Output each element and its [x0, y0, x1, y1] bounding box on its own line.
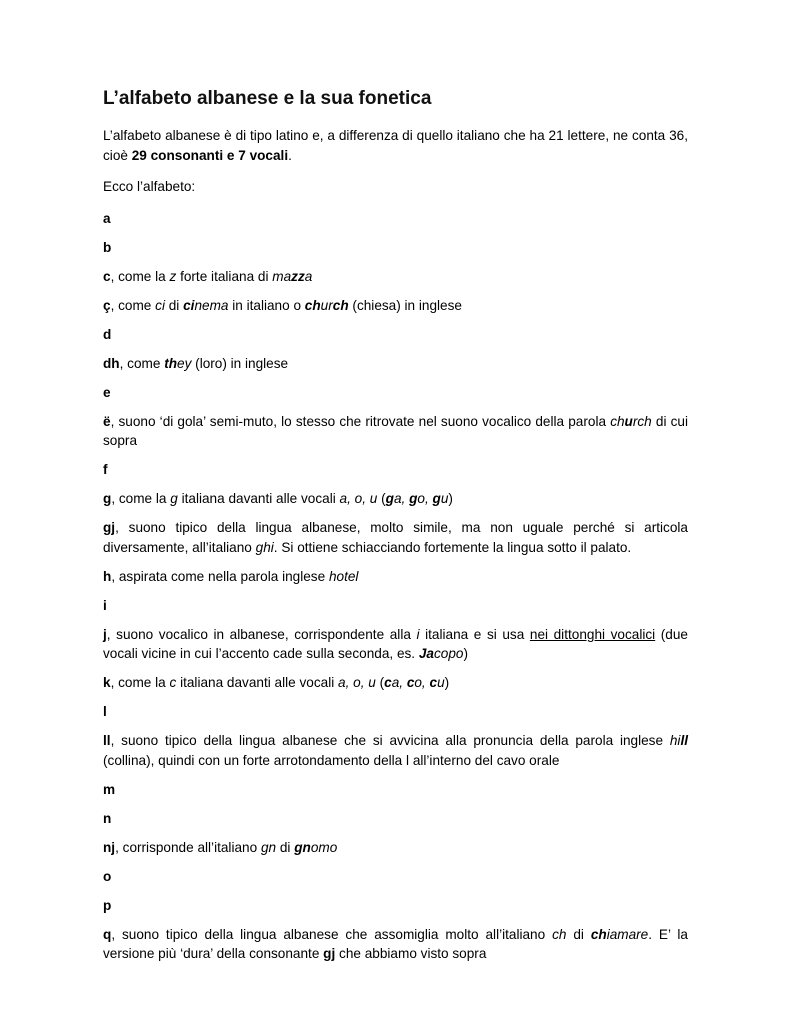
letter-p: p	[103, 897, 112, 913]
letter-e: e	[103, 384, 111, 400]
letter-f: f	[103, 462, 108, 477]
letter-ll: ll, suono tipico della lingua albanese che si avvicina alla pronuncia della parola inglese hill (collina), quindi con un forte arrotondamento della l all’interno del cavo orale	[103, 733, 688, 768]
letter-q: q, suono tipico della lingua albanese che assomiglia molto all’italiano ch di chiamare. E’ la versione più ‘dura’ della consonante gj che abbiamo visto sopra	[103, 926, 688, 961]
letter-b: b	[103, 239, 112, 255]
letter-d: d	[103, 326, 112, 342]
letter-l: l	[103, 704, 107, 719]
letter-n: n	[103, 810, 112, 826]
letter-m: m	[103, 781, 116, 797]
letter-o: o	[103, 868, 112, 884]
letter-dh: dh, come they (loro) in inglese	[103, 355, 289, 371]
letter-a: a	[103, 210, 111, 226]
intro-text: L’alfabeto albanese è di tipo latino e, a differenza di quello italiano che ha 21 lettere, ne conta 36, cioè	[103, 128, 688, 163]
intro-bold-count: 29 consonanti e 7 vocali	[131, 147, 289, 163]
letter-k: k, come la c italiana davanti alle vocali a, o, u (ca, co, cu)	[103, 675, 450, 690]
letter-h: h, aspirata come nella parola inglese hotel	[103, 568, 359, 584]
document-page	[103, 86, 688, 973]
letter-e-diaeresis: ë, suono ‘di gola’ semi-muto, lo stesso che ritrovate nel suono vocalico della parola church di cui sopra	[103, 413, 689, 448]
page-title: L’alfabeto albanese e la sua fonetica	[103, 88, 432, 109]
letter-j: j, suono vocalico in albanese, corrispondente alla i italiana e si usa nei dittonghi vocalici (due vocali vicine in cui l’accento cade sulla seconda, es. Jacopo)	[103, 626, 688, 661]
letter-c: c, come la z forte italiana di mazza	[103, 268, 313, 284]
alphabet-lead: Ecco l’alfabeto:	[103, 179, 196, 194]
letter-c-cedilla: ç, come ci di cinema in italiano o church (chiesa) in inglese	[103, 297, 462, 313]
letter-gj: gj, suono tipico della lingua albanese, molto simile, ma non uguale perché si articola diversamente, all’italiano ghi. Si ottiene schiacciando fortemente la lingua sotto il palato.	[103, 520, 688, 555]
intro-paragraph: L’alfabeto albanese è di tipo latino e, a differenza di quello italiano che ha 21 lettere, ne conta 36, cioè 29 consonanti e 7 vocali.	[103, 128, 688, 163]
letter-i: i	[103, 597, 107, 613]
diphthong-link[interactable]: nei dittonghi vocalici	[529, 626, 656, 642]
letter-g: g, come la g italiana davanti alle vocali a, o, u (ga, go, gu)	[103, 491, 453, 506]
letter-nj: nj, corrisponde all’italiano gn di gnomo	[103, 839, 338, 855]
